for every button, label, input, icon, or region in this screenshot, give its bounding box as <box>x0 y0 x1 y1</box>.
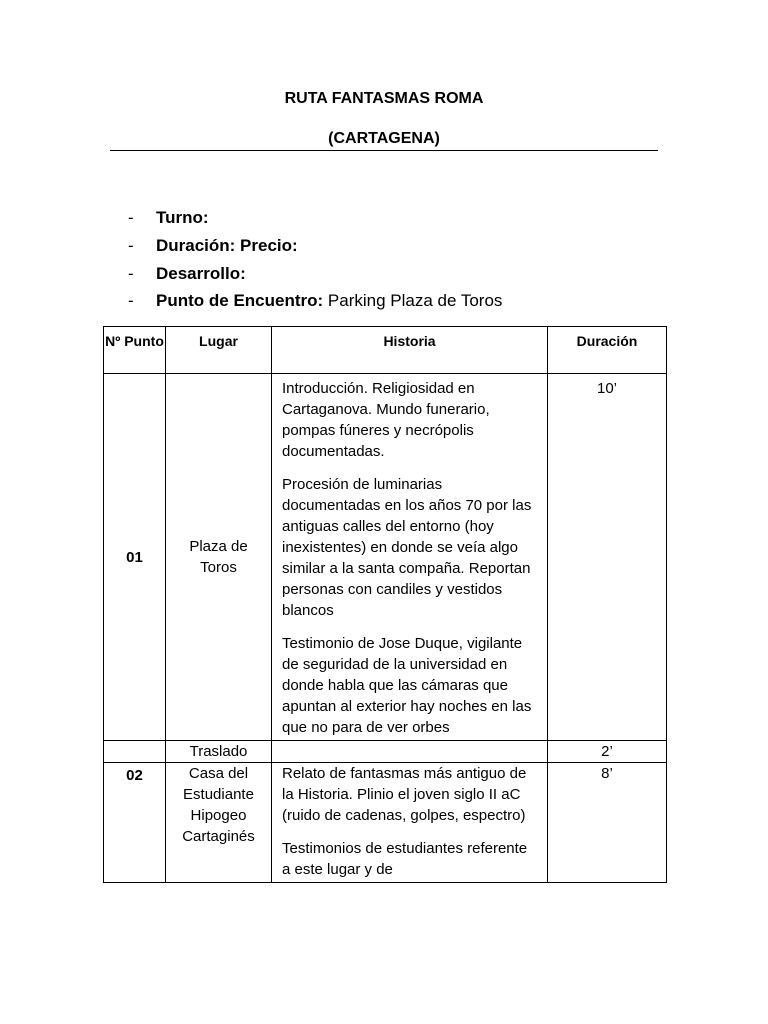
route-table <box>103 326 667 883</box>
table-header-row <box>104 327 667 374</box>
info-label: Duración: Precio: <box>156 236 298 255</box>
cell-historia <box>272 763 548 883</box>
title-divider <box>110 150 658 151</box>
historia-paragraph: Introducción. Religiosidad en Cartaganova. Mundo funerario, pompas fúneres y necrópolis documentadas. <box>282 380 490 460</box>
cell-punto: 01 <box>104 374 166 741</box>
document-subtitle: (CARTAGENA) <box>328 130 440 147</box>
list-dash: - <box>128 208 134 227</box>
historia-paragraph: Procesión de luminarias documentadas en los años 70 por las antiguas calles del entorno (hoy inexistentes) en donde se veía algo similar a la santa compaña. Reportan personas con candiles y vestidos blancos <box>282 476 532 619</box>
cell-historia <box>272 374 548 741</box>
info-desarrollo <box>128 264 246 284</box>
info-label: Punto de Encuentro: <box>156 291 324 310</box>
table-row <box>104 741 667 763</box>
info-duracion-precio <box>128 236 298 256</box>
header-historia: Historia <box>272 327 548 374</box>
header-lugar: Lugar <box>166 327 272 374</box>
document-title: RUTA FANTASMAS ROMA <box>284 90 484 107</box>
cell-punto <box>104 741 166 763</box>
info-label: Turno: <box>156 208 209 227</box>
table-row <box>104 763 667 883</box>
cell-lugar: Traslado <box>166 741 272 763</box>
table-row <box>104 374 667 741</box>
list-dash: - <box>128 236 134 255</box>
cell-lugar: Casa del Estudiante Hipogeo Cartaginés <box>166 763 272 883</box>
header-punto: Nº Punto <box>104 327 166 374</box>
cell-duracion: 8’ <box>548 763 667 883</box>
header-duracion: Duración <box>548 327 667 374</box>
historia-paragraph: Relato de fantasmas más antiguo de la Historia. Plinio el joven siglo II aC (ruido de cadenas, golpes, espectro) <box>282 765 527 824</box>
cell-punto: 02 <box>104 763 166 883</box>
info-value: Parking Plaza de Toros <box>323 291 503 310</box>
cell-lugar: Plaza de Toros <box>166 374 272 741</box>
cell-duracion: 2’ <box>548 741 667 763</box>
info-turno <box>128 208 209 228</box>
list-dash: - <box>128 264 134 283</box>
cell-historia <box>272 741 548 763</box>
historia-paragraph: Testimonio de Jose Duque, vigilante de seguridad de la universidad en donde habla que las cámaras que apuntan al exterior hay noches en las que no para de ver orbes <box>282 635 532 736</box>
cell-duracion: 10’ <box>548 374 667 741</box>
list-dash: - <box>128 291 134 310</box>
historia-paragraph: Testimonios de estudiantes referente a este lugar y de <box>282 840 528 878</box>
info-punto-encuentro <box>128 291 502 311</box>
info-label: Desarrollo: <box>156 264 246 283</box>
